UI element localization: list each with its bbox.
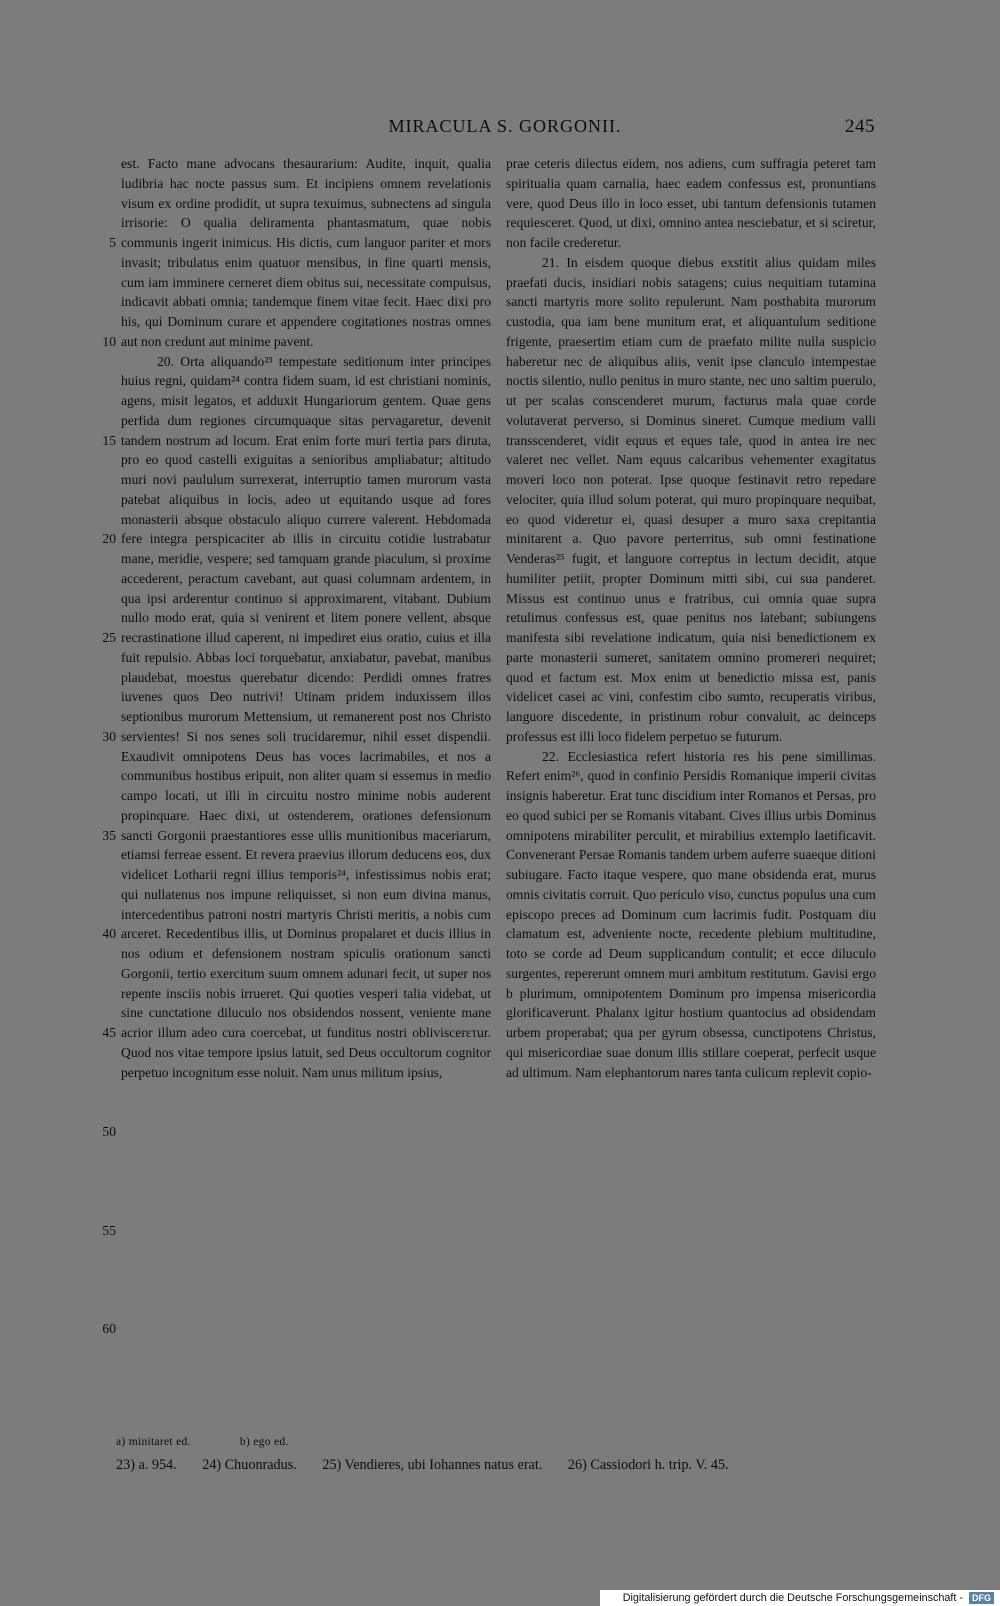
line-number: 5 — [109, 235, 116, 250]
footnote: 25) Vendieres, ubi Iohannes natus erat. — [322, 1457, 543, 1473]
footnote: 26) Cassiodori h. trip. V. 45. — [567, 1457, 729, 1473]
line-number: 45 — [102, 1025, 116, 1040]
paragraph-22: 22. Ecclesiastica refert historia res his pene simillimas. Refert enim²⁶, quod in confinio Persidis Romanique imperii civitas insignis haberetur. Erat tunc discidium inter Romanos et Persas, pro eo quod subici per se Romanis vitabant. Cives illius urbis Dominus omnipotens mirabiliter perculit, et mirabilius extemplo laetificavit. Convenerant Persae Romanis tandem urbem auferre suaeque ditioni subiugare. Facto itaque vespere, quo mane obsidenda erat, murus omnis civitatis corruit. Quo periculo viso, cunctus populus una cum episcopo preces ad Dominum cum lacrimis fudit. Postquam diu clamatum est, adveniente nocte, recedente plebium multitudine, toto se corde ad Deum supplicandum contulit; et ecce diluculo surgentes, repererunt omnem muri ambitum restitutum. Gavisi ergo b plurimum, omnipotentem Dominum pro impensa misericordia glorificaverunt. Phalanx igitur hostium quantocius ad obsidendam urbem properabat; qua per gyrum obsessa, cunctipotens Christus, qui misericordiae suae donum illis stillare coeperat, perfecit usque ad ultimum. Nam elephantorum nares tanta culicum replevit copio- — [506, 748, 876, 1080]
footnote: 24) Chuonradus. — [202, 1457, 297, 1473]
line-number: 30 — [102, 729, 116, 744]
line-number: 40 — [102, 926, 116, 941]
line-number: 35 — [102, 828, 116, 843]
line-number: 15 — [102, 433, 116, 448]
variant-notes — [116, 1436, 335, 1448]
footnote: 23) a. 954. — [116, 1457, 177, 1473]
line-number: 20 — [102, 531, 116, 546]
funding-text: Digitalisierung gefördert durch die Deutsche Forschungsgemeinschaft - — [622, 1592, 963, 1604]
left-column — [121, 154, 491, 1082]
line-number: 60 — [102, 1321, 116, 1336]
dfg-logo-icon: DFG — [969, 1592, 994, 1604]
paragraph-21: 21. In eisdem quoque diebus exstitit alius quidam miles praefati ducis, insidiari nobis satagens; cuius nequitiam tutamina sancti martyris more solito repulerunt. Nam posthabita murorum custodia, qua iam bene munitum erat, et aliquantulum seditione frigente, praesertim etiam cum de praefato milite nulla suspicio haberetur nec de aliquibus aliis, venit ipse clanculo intempestae noctis silentio, nullo penitus in muro stante, nec uno saltim puerulo, ut per scalas conscenderet murum, facturus mala quae corde volutaverat perverso, si Dominus sineret. Cumque medium valli transscenderet, vidit equus et eques tale, quod in antea ire nec valeret nec vellet. Nam equus calcaribus vehementer exagitatus moveri loco non poterat. Ipse quoque festinavit retro repedare velociter, quia illud solum poterat, qui muro propinquare nequibat, eo quod videretur ei, quasi desuper a muro saxa crepitantia minitarent a. Quo pavore perterritus, sub omni festinatione Venderas²⁵ fugit, et languore correptus in lectum decidit, atque humiliter petiit, propter Dominum mitti sibi, cui sua panderet. Missus est continuo unus e fratribus, cui omnia quae supra retulimus confessus est, quae penitus nos latebant; subiungens manifesta sibi revelatione indicatum, quia nisi benedictionem ex parte monasterii sumeret, sanitatem omnino promereri nequiret; quod et factum est. Mox enim ut benedictio missa est, panis videlicet casei ac vini, confestim cibo sumto, recuperatis viribus, languore discedente, in pristinum robur convaluit, ac deinceps professus est illi loco fidelem perpetuo se futurum. — [506, 254, 876, 744]
paragraph-20: 20. Orta aliquando²³ tempestate seditionum inter principes huius regni, quidam²⁴ contra fidem suam, id est christiani nominis, agens, misit legatos, et adduxit Hungariorum gentem. Quae gens perfida dum regiones circumquaque sitas pervagaretur, devenit tandem nostrum ad locum. Erat enim forte muri tertia pars diruta, pro eo quod castelli exiguitas a senioribus ampliabatur; altitudo muri novi paululum surrexerat, interruptio tamen murorum vasta patebat aliquibus in locis, adeo ut equitando usque ad fores monasterii absque obstaculo aliquo currere valerent. Hebdomada fere integra perspicaciter ab illis in circuitu cotidie lustrabatur mane, meridie, vespere; sed tamquam grande piaculum, si proxime accederent, peractum cavebant, aut quasi columnam ardentem, in qua ipsi arderentur continuo si approximarent, vitabant. Dubium nullo modo erat, quia si venirent et litem ponere vellent, absque recrastinatione illud caperent, ni impediret eius oratio, cuius et illa fuit repulsio. Abbas loci torquebatur, anxiabatur, pavebat, manibus plaudebat, moestus querebatur dicendo: Perdidi omnes fratres iuvenes quos Deo nutrivi! Utinam pridem induxissem illos septionibus murorum Mettensium, ut remanerent post nos Christo servientes! Si nos senes soli trucidaremur, nihil esset dispendii. Exaudivit omnipotens Deus has voces lacrimabiles, et nos a communibus hostibus eripuit, non aliter quam si essemus in medio campo locati, ut illi in circuitu nostro minime nobis auderent propinquare. Haec dixi, ut ostenderem, orationes defensionum sancti Gorgonii praestantiores esse ullis munitionibus maceriarum, etiamsi ferreae essent. Et revera praevius illorum deducens eos, dux videlicet Lotharii regni illius temporis²⁴, infestissimus nobis erat; qui nullatenus nos impune reliquisset, si non eum divina manus, intercedentibus patroni nostri martyris Christi meritis, a nobis cum arceret. Recedentibus illis, ut Dominus propalaret et ducis illius in nos odium et defensionem nostram spiculis orationum sancti Gorgonii, tertio exercitum suum omnem adunari fecit, ut super nos repente insciis nobis irrueret. Qui quoties vesperi talia videbat, ut sine cunctatione diluculo nos obsidendos nossent, veniente mane acrior illum adeo cura coercebat, ut funditus nostri obliviscerετur. Quod nos vitae tempore ipsius latuit, sed Deus occultorum cognitor perpetuo incognitum esse noluit. Nam unus militum ipsius, — [121, 353, 491, 1080]
right-column — [506, 154, 876, 1082]
line-number: 25 — [102, 630, 116, 645]
variant-note: b) ego ed. — [239, 1436, 289, 1448]
paragraph: prae ceteris dilectus eidem, nos adiens, cum suffragia peteret tam spiritualia quam carnalia, haec eadem confessus est, pronuntians vere, quod Deus illo in loco esset, ubi tantum defensionis tutamen requiesceret. Quod, ut dixi, omnino antea nesciebatur, et si sciretur, non facile crederetur. — [506, 156, 876, 250]
line-number: 55 — [102, 1223, 116, 1238]
running-head: MIRACULA S. GORGONII. — [388, 116, 622, 136]
footnotes — [116, 1457, 751, 1474]
funding-banner — [600, 1590, 1000, 1606]
line-number: 50 — [102, 1124, 116, 1139]
line-number: 10 — [102, 334, 116, 349]
page-number: 245 — [845, 116, 875, 137]
paragraph: est. Facto mane advocans thesaurarium: Audite, inquit, qualia ludibria hac nocte passus sum. Et incipiens omnem revelationis visum ex ordine prodidit, ut supra texuimus, subnectens ad singula irrisorie: O qualia deliramenta phantasmatum, quae nobis communis ingerit inimicus. His dictis, cum languor pariter et mors invasit; tribulatus enim quatuor mensibus, in fine quarti mensis, cum iam imminere cerneret diem obitus sui, necessitate compulsus, indicavit abbati omnia; tandemque finem vitae fecit. Haec dixi pro his, qui Dominum curare et appendere cogitationes nostras omnes aut non credunt aut minime pavent. — [121, 156, 491, 349]
variant-note: a) minitaret ed. — [116, 1436, 191, 1448]
